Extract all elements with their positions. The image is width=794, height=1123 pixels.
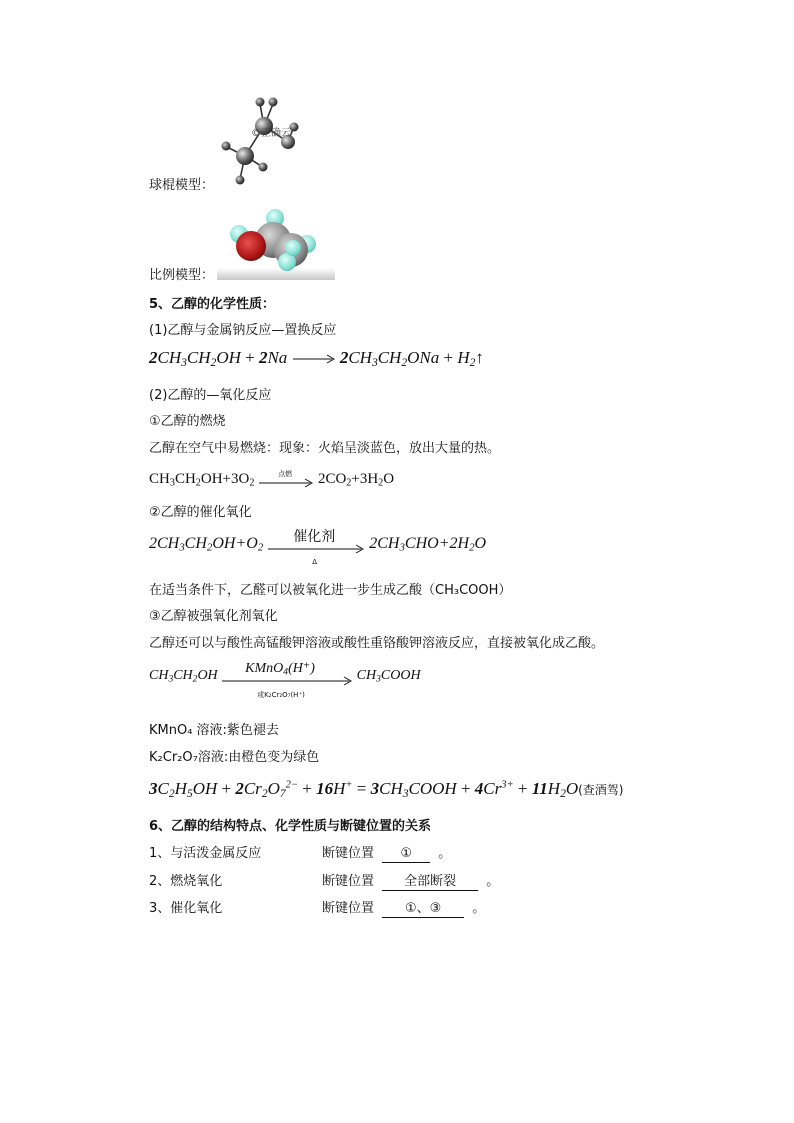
bond-label: 断键位置 (322, 901, 375, 916)
ball-stick-label: 球棍模型： (149, 178, 215, 193)
heat-condition: Δ (312, 558, 318, 567)
bond-answer: ①、③ (382, 901, 464, 918)
ball-stick-model-image (214, 94, 314, 188)
catalytic-oxidation-heading: ②乙醇的催化氧化 (149, 505, 252, 520)
kmno4-condition: KMnO$_4$(H⁺) (245, 661, 315, 678)
bond-label: 断键位置 (322, 874, 375, 889)
dichromate-condition: 或K₂Cr₂O₇(H⁺) (257, 691, 305, 699)
oxidation-heading: (2)乙醇的—氧化反应 (149, 388, 272, 403)
equation-sodium: $2CH_3CH_2OH + 2Na$ $2CH_3CH_2ONa$ + $H_2↑$ (149, 348, 484, 369)
row-item: 2、燃烧氧化 (149, 874, 223, 889)
watermark: ©正确云 (251, 128, 291, 139)
combustion-description: 乙醇在空气中易燃烧：现象：火焰呈淡蓝色，放出大量的热。 (149, 441, 501, 456)
acetaldehyde-description: 在适当条件下，乙醛可以被氧化进一步生成乙酸（CH₃COOH） (149, 583, 512, 598)
catalyst-condition: 催化剂 (293, 529, 336, 546)
strong-oxidizer-description: 乙醇还可以与酸性高锰酸钾溶液或酸性重铬酸钾溶液反应，直接被氧化成乙酸。 (149, 636, 605, 651)
reaction-arrow (267, 544, 365, 554)
bond-row-1-answer: 断键位置 ① 。 (322, 846, 452, 861)
reaction-arrow (221, 676, 353, 686)
bond-answer: ① (382, 846, 430, 863)
section-5-title: 5、乙醇的化学性质： (149, 297, 276, 312)
reaction-arrow (258, 478, 314, 488)
row-item: 3、催化氧化 (149, 901, 223, 916)
drunk-driving-note: (查酒驾) (578, 783, 624, 797)
bond-row-3-answer: 断键位置 ①、③ 。 (322, 901, 486, 916)
bond-row-3 (149, 901, 222, 917)
ignite-condition: 点燃 (278, 469, 293, 478)
combustion-heading: ①乙醇的燃烧 (149, 414, 226, 429)
space-filling-label: 比例模型： (149, 268, 215, 283)
equation-dichromate: $3C_2H_5OH + 2Cr_2O_7^{2-} + 16H^+$ = $3CH_3COOH + 4Cr^{3+} + 11H_2O$(查酒驾) (149, 779, 624, 800)
bond-row-2-answer: 断键位置 全部断裂 。 (322, 874, 500, 889)
section-6-title: 6、乙醇的结构特点、化学性质与断键位置的关系 (149, 819, 432, 834)
bond-row-2 (149, 874, 222, 890)
sodium-reaction-heading: (1)乙醇与金属钠反应—置换反应 (149, 323, 337, 338)
space-filling-model-image (217, 206, 335, 282)
equation-strong-oxidation: $CH_3CH_2OH$ KMnO$_4$(H⁺) 或K₂Cr₂O₇(H⁺) $CH_3COOH$ (149, 661, 421, 699)
reaction-arrow (292, 354, 336, 364)
row-item: 1、与活泼金属反应 (149, 846, 262, 861)
bond-label: 断键位置 (322, 846, 375, 861)
equation-combustion: $CH_3CH_2OH+3O_2$ 点燃 $2CO_2+3H_2O$ (149, 469, 395, 489)
kmno4-observation: KMnO₄ 溶液:紫色褪去 (149, 723, 279, 738)
strong-oxidizer-heading: ③乙醇被强氧化剂氧化 (149, 609, 278, 624)
bond-answer: 全部断裂 (382, 874, 478, 891)
dichromate-observation: K₂Cr₂O₇溶液:由橙色变为绿色 (149, 750, 320, 765)
equation-catalytic: $2CH_3CH_2OH+O_2$ 催化剂 Δ $2CH_3CHO+2H_2O$ (149, 535, 486, 554)
bond-row-1 (149, 846, 261, 862)
